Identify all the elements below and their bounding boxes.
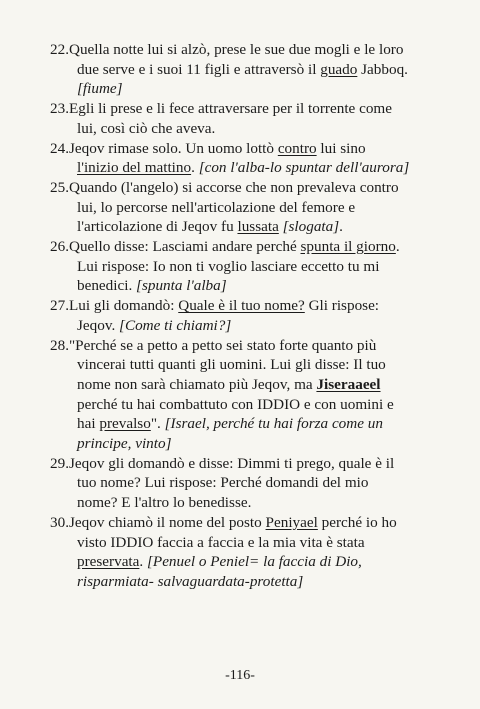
underlined-term: Quale è il tuo nome? [178, 297, 305, 315]
bold-underlined-term: Jiseraaeel [316, 375, 381, 393]
underlined-term: l'inizio del mattino [77, 159, 192, 177]
verse-list [50, 40, 410, 592]
italic-gloss: [Come ti chiami?] [119, 316, 232, 334]
verse [50, 513, 410, 592]
verse-text: . [139, 553, 147, 571]
verse [50, 296, 410, 335]
verse-text: . [339, 218, 343, 236]
page-number: -116- [225, 668, 255, 683]
underlined-term: spunta il giorno [300, 238, 396, 256]
verse-text: 30.Jeqov chiamò il nome del posto [50, 513, 266, 531]
verse-text: 28."Perché se a petto a petto sei stato forte quanto più vincerai tutti quanti gli uomini. Lui gli disse: Il tuo nome non sarà chiamato più Jeqov, ma [50, 336, 386, 393]
underlined-term: preservata [77, 553, 140, 571]
verse-text: 26.Quello disse: Lasciami andare perché [50, 238, 301, 256]
italic-gloss: [spunta l'alba] [136, 277, 227, 295]
verse [50, 40, 410, 99]
verse [50, 336, 410, 454]
verse-text: perché tu hai combattuto con IDDIO e con uomini e hai [77, 395, 394, 433]
verse-text: 25.Quando (l'angelo) si accorse che non prevaleva contro lui, lo percorse nell'articolazione del femore e l'articolazione di Jeqov fu [50, 178, 399, 236]
italic-gloss: [slogata] [282, 218, 340, 236]
verse-text: Gli rispose: Jeqov. [77, 297, 380, 334]
verse [50, 237, 410, 296]
verse [50, 454, 410, 513]
underlined-term: prevalso [99, 415, 151, 433]
verse-text: perché io ho visto IDDIO faccia a faccia e la mia vita è stata [77, 513, 397, 551]
verse-text: 27.Lui gli domandò: [50, 297, 179, 315]
italic-gloss: [fiume] [77, 80, 123, 98]
underlined-term: lussata [237, 218, 279, 236]
verse-text: 29.Jeqov gli domandò e disse: Dimmi ti prego, quale è il tuo nome? Lui rispose: Perché domandi del mio nome? E l'altro lo benedisse. [50, 454, 395, 512]
underlined-term: guado [320, 60, 358, 78]
verse [50, 139, 410, 178]
italic-gloss: [con l'alba-lo spuntar dell'aurora] [198, 159, 410, 177]
underlined-term: Peniyael [265, 513, 318, 531]
italic-gloss: [Israel, perché tu hai forza come un principe, vinto] [77, 415, 383, 453]
verse-text: . Lui rispose: Io non ti voglio lasciare eccetto tu mi benedici. [77, 238, 400, 295]
verse [50, 178, 410, 237]
verse [50, 99, 410, 138]
verse-text: lui sino [316, 139, 366, 157]
italic-gloss: [Penuel o Peniel= la faccia di Dio, risparmiata- salvaguardata-protetta] [77, 553, 362, 590]
verse-text: . [191, 159, 199, 177]
verse-text: 24.Jeqov rimase solo. Un uomo lottò [50, 139, 278, 157]
verse-text: Jabboq. [357, 60, 408, 78]
verse-text: 23.Egli li prese e li fece attraversare per il torrente come lui, così ciò che aveva. [50, 100, 392, 137]
underlined-term: contro [277, 139, 317, 157]
verse-text: ". [150, 415, 165, 433]
verse-text: 22.Quella notte lui si alzò, prese le sue due mogli e le loro due serve e i suoi 11 figli e attraversò il [50, 41, 404, 78]
